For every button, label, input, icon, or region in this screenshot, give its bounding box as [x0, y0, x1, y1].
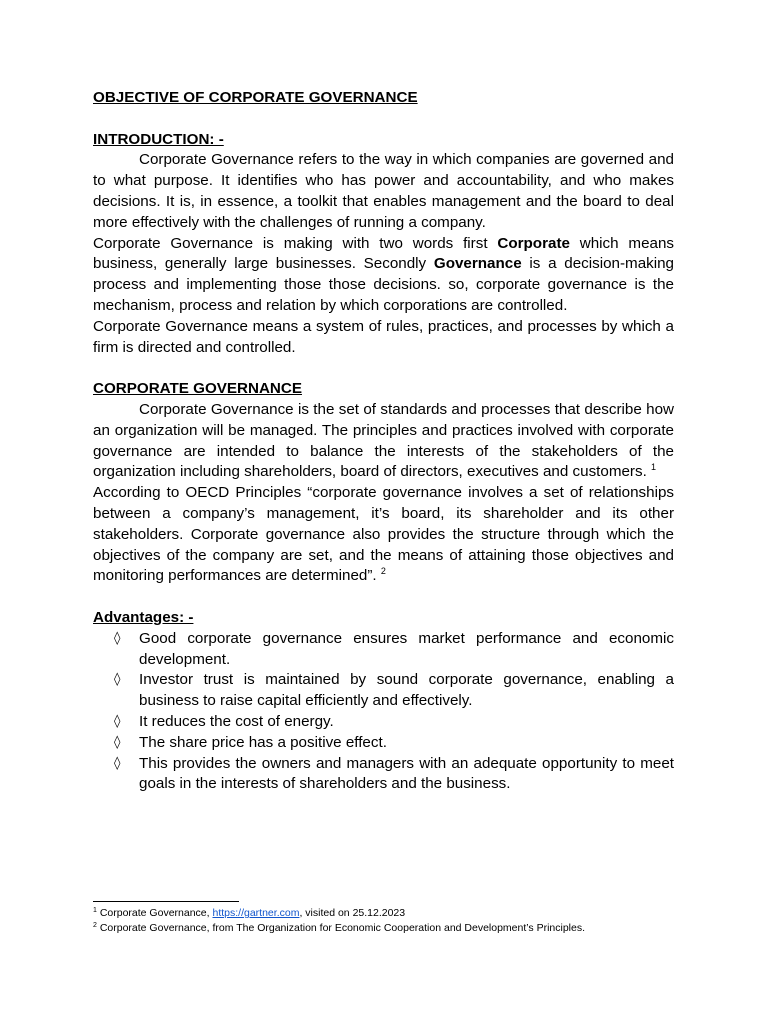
intro-paragraph-2: Corporate Governance is making with two words first Corporate which means business, generally large businesses. Secondly Governance is a decision-making process and implementing those those decisions. so, corporate governance is the mechanism, process and relation by which corporations are controlled.	[93, 234, 675, 314]
introduction-heading: INTRODUCTION: -	[93, 130, 224, 148]
gartner-link[interactable]: https://gartner.com	[212, 907, 300, 919]
list-item: ◊ Investor trust is maintained by sound corporate governance, enabling a business to raise capital efficiently and effectively.	[114, 671, 674, 710]
diamond-bullet-icon: ◊	[114, 713, 121, 729]
cg-paragraph-2: According to OECD Principles “corporate governance involves a set of relationships between a company’s management, it’s board, its shareholder and its other stakeholders. Corporate governance also provides the structure through which the objectives of the company are set, and the means of attaining those objectives and monitoring performances are determined”. $^2$	[93, 484, 674, 585]
list-item: ◊ This provides the owners and managers with an adequate opportunity to meet goals in the interests of shareholders and the business.	[114, 754, 674, 793]
governance-bold: Governance	[433, 255, 522, 273]
diamond-bullet-icon: ◊	[114, 672, 121, 688]
footnote-ref-2[interactable]: 2	[380, 566, 386, 577]
intro-paragraph-1: Corporate Governance refers to the way in which companies are governed and to what purpose. It identifies who has power and accountability, and who makes decisions. It is, in essence, a toolkit that enables management and the board to deal more effectively with the challenges of running a company.	[93, 151, 674, 231]
advantages-heading: Advantages: -	[93, 608, 194, 626]
corporate-governance-heading: CORPORATE GOVERNANCE	[93, 380, 302, 398]
list-item: ◊ Good corporate governance ensures market performance and economic development.	[114, 629, 674, 668]
footnote-ref-1[interactable]: 1	[651, 462, 657, 473]
list-item: ◊ It reduces the cost of energy.	[139, 712, 674, 733]
cg-paragraph-1: Corporate Governance is the set of standards and processes that describe how an organization will be managed. The principles and practices involved with corporate governance are intended to balance the interests of the stakeholders of the organization including shareholders, board of directors, executives and customers. $^1$	[93, 400, 674, 481]
footnote-divider	[93, 901, 239, 902]
corporate-bold: Corporate	[497, 234, 570, 252]
diamond-bullet-icon: ◊	[114, 630, 121, 646]
diamond-bullet-icon: ◊	[114, 734, 121, 750]
document-body	[93, 88, 674, 795]
intro-paragraph-3: Corporate Governance means a system of rules, practices, and processes by which a firm is directed and controlled.	[93, 317, 674, 356]
document-title: OBJECTIVE OF CORPORATE GOVERNANCE	[93, 89, 418, 106]
footnote-2: $^2$ Corporate Governance, from The Organization for Economic Cooperation and Development’s Principles.	[93, 922, 586, 934]
diamond-bullet-icon: ◊	[114, 755, 121, 771]
footnotes	[93, 901, 693, 936]
advantages-list	[93, 629, 674, 795]
list-item: ◊ The share price has a positive effect.	[139, 733, 674, 754]
footnote-1: $^1$ Corporate Governance, https://gartner.com, visited on 25.12.2023	[93, 907, 406, 919]
